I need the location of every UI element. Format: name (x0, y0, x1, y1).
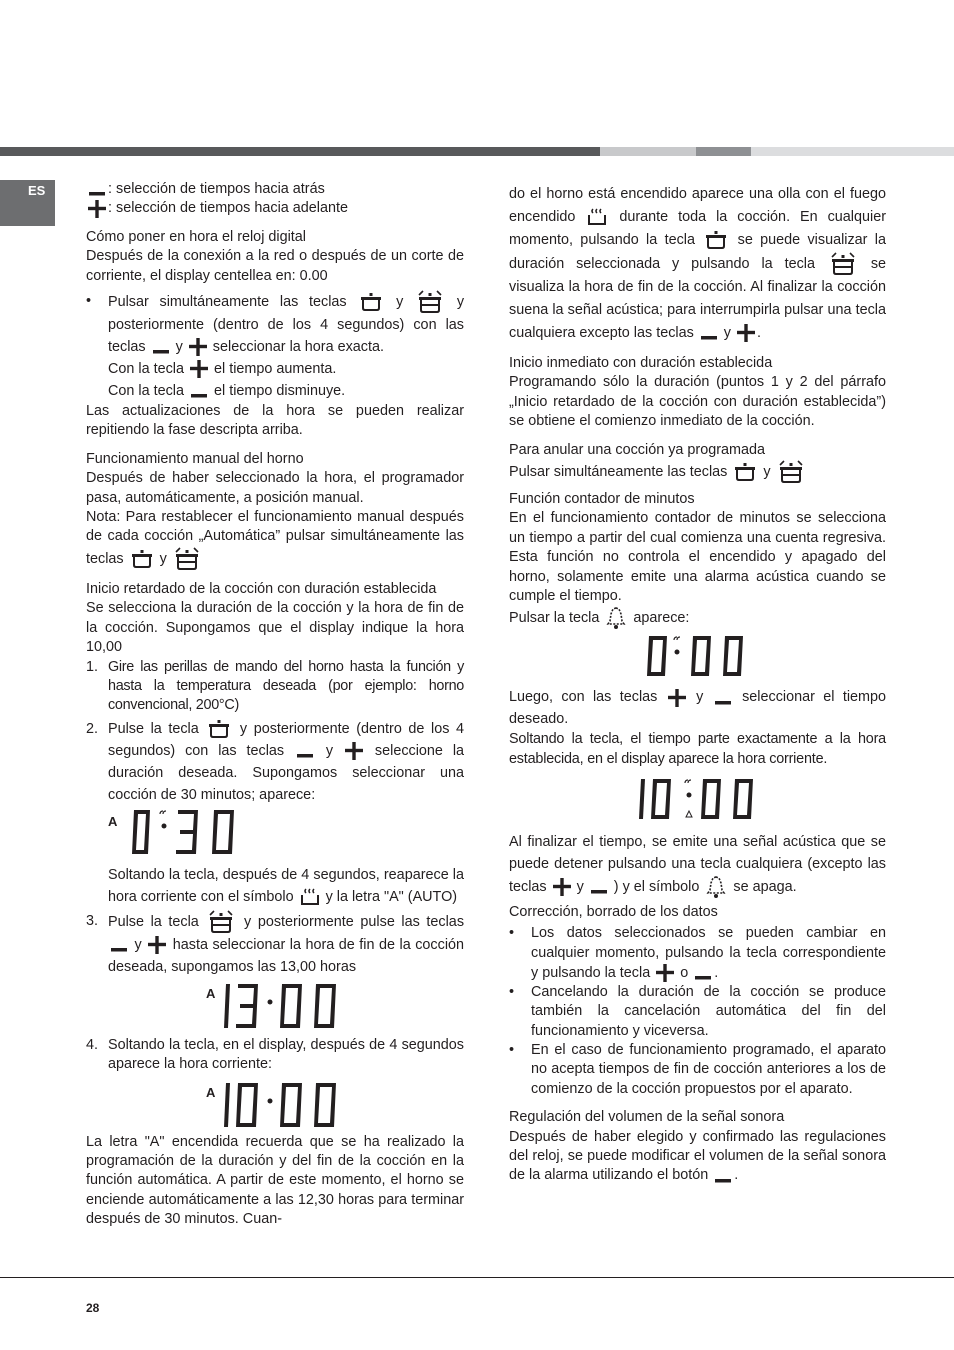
corr-b1a: Los datos seleccionados se pueden cambiar en cualquier momento, pulsando la tecla correspondiente y pulsando la tecla (531, 924, 886, 981)
clock-b1b: y (396, 293, 404, 310)
language-code: ES (28, 183, 46, 198)
step-2c: y (325, 742, 334, 759)
bell-icon (605, 606, 627, 630)
timer-select (509, 686, 886, 730)
footer-rule (0, 1277, 954, 1278)
corr-bullet-1: • Los datos seleccionados se pueden cambiar en cualquier momento, pulsando la tecla correspondiente y pulsando la tecla o . (509, 924, 886, 981)
page-number: 28 (86, 1301, 100, 1315)
display-10-00-digits (216, 1081, 356, 1131)
bullet-mark: • (509, 983, 515, 1000)
minus-icon (88, 180, 106, 198)
display-13-00-digits (216, 982, 356, 1032)
manual-p1: Después de haber seleccionado la hora, el programador pasa, automáticamente, a posición manual. (86, 470, 464, 506)
cooking-symbol-icon (300, 887, 320, 907)
corr-heading: Corrección, borrado de los datos (509, 904, 718, 921)
vol-p: Después de haber elegido y confirmado las regulaciones del reloj, se puede modificar el volumen de la señal sonora de la alarma utilizando el botón (509, 1128, 886, 1184)
timer-b1: Pulsar la tecla (509, 610, 600, 627)
plus-icon (737, 324, 755, 342)
step-1 (86, 658, 464, 716)
step-2a: Pulse la tecla (108, 720, 199, 737)
pot-icon (733, 462, 757, 482)
minus-icon (296, 742, 314, 760)
timer-text: En el funcionamiento contador de minutos se selecciona un tiempo a partir del cual comienza una cuenta regresiva. Esta función no controla el encendido y apagado del horno, solamente emite una alarma acústica cuando se cumple el tiempo. (509, 510, 886, 605)
timer-e1: Al finalizar el tiempo, se emite una señal acústica que se puede detener pulsando una tecla cualquiera (excepto las teclas (509, 834, 886, 896)
display-0-30-digits (130, 808, 270, 858)
display-0-00 (645, 630, 886, 686)
bullet-mark: • (509, 1041, 515, 1058)
minus-icon (694, 964, 712, 982)
language-tab (0, 180, 55, 226)
step-2e: Soltando la tecla, después de 4 segundos, reaparece la hora corriente con el símbolo (108, 866, 464, 905)
step-2-number: 2. (86, 720, 99, 737)
delay-heading: Inicio retardado de la cocción con duración establecida (86, 580, 437, 597)
left-column (86, 180, 464, 1230)
vol-text: Después de haber elegido y confirmado las regulaciones del reloj, se puede modificar el volumen de la señal sonora de la alarma utilizando el botón . (509, 1128, 886, 1184)
minus-icon (714, 689, 732, 707)
timer-c1: Luego, con las teclas (509, 689, 658, 706)
header-bar-dark (0, 147, 600, 156)
clock-b1i: el tiempo disminuye. (214, 383, 346, 400)
step-4-text: Soltando la tecla, en el display, después de 4 segundos aparece la hora corriente: (108, 1036, 464, 1073)
plus-icon (190, 360, 208, 378)
timer-end (509, 831, 886, 899)
corr-b1b: o (680, 964, 689, 981)
plus-icon (148, 936, 166, 954)
cooking-symbol-icon (587, 207, 607, 227)
minus-icon (110, 936, 128, 954)
step-2f: y la letra "A" (AUTO) (325, 888, 458, 905)
minus-icon (714, 1167, 732, 1185)
minus-legend (86, 180, 464, 199)
step-2-continued (86, 864, 464, 908)
display-13-00 (206, 978, 464, 1036)
immediate-text: Programando sólo la duración (puntos 1 y 2 del párrafo „Inicio retardado de la cocción con duración establecida”) se obtiene el comienzo inmediato de la cocción. (509, 374, 886, 430)
manual-p2a: Nota: Para restablecer el funcionamiento manual después de cada cocción „Automática” pulsar simultáneamente las teclas (86, 509, 464, 567)
step-2b: y posteriormente (dentro de los 4 segundos) con las teclas (108, 720, 464, 759)
continued-paragraph: do el horno está encendido aparece una olla con el fuego encendido durante toda la cocción. En cualquier momento, pulsando la tecla se puede visualizar la duración seleccionada y pulsando la tecla se visualiza la hora de fin de la cocción. Al finalizar la cocción suena la señal acústica; para interrumpirla pulsar una tecla cualquiera excepto las teclas y . (509, 186, 887, 341)
manual-p2 (86, 508, 464, 571)
clock-b1f: Con la tecla (108, 361, 184, 378)
step-3a: Pulse la tecla (108, 913, 199, 930)
clock-b1d: y (175, 339, 183, 356)
immediate-heading: Inicio inmediato con duración establecida (509, 355, 773, 371)
clock-bullet (86, 290, 464, 402)
display-10-00-timer-digits (633, 775, 773, 831)
plus-icon (88, 200, 106, 218)
timer-b2: aparece: (633, 610, 690, 627)
minus-legend-text: : selección de tiempos hacia atrás (108, 181, 325, 197)
final-paragraph: La letra "A" encendida recuerda que se ha realizado la programación de la duración y del fin de la cocción en la función automática. A partir de este momento, el horno se enciende automáticamente a las 12,30 horas para terminar después de 30 minutos. Cuan- (86, 1133, 464, 1228)
step-1-number: 1. (86, 658, 99, 675)
plus-icon (189, 338, 207, 356)
display-0-00-digits (645, 632, 765, 682)
pot-steam-icon (207, 910, 235, 934)
pot-icon (207, 719, 231, 739)
vol-heading: Regulación del volumen de la señal sonora (509, 1109, 785, 1126)
pot-icon (130, 549, 154, 569)
clock-b1e: seleccionar la hora exacta. (212, 339, 384, 356)
corr-bullet-3 (509, 1041, 886, 1099)
plus-icon (668, 689, 686, 707)
display-10-00 (206, 1075, 464, 1133)
plus-icon (553, 878, 571, 896)
step-3c: y (134, 936, 142, 953)
manual-p2b: y (159, 550, 167, 567)
cont-e: y (723, 325, 731, 341)
pot-steam-icon (416, 290, 444, 314)
pot-icon (359, 292, 383, 312)
corr-b2: Cancelando la duración de la cocción se produce también la cancelación automática del fin del funcionamiento y viceversa. (531, 983, 886, 1039)
timer-e2: y (576, 879, 584, 896)
header-bar-light (600, 147, 696, 156)
step-3b: y posteriormente pulse las teclas (244, 913, 465, 930)
minus-icon (190, 382, 208, 400)
clock-b1g: el tiempo aumenta. (214, 361, 337, 378)
display-10-00-timer (633, 769, 886, 831)
manual-heading: Funcionamiento manual del horno (86, 450, 304, 467)
bell-icon (705, 875, 727, 899)
step-3d: hasta seleccionar la hora de fin de la cocción deseada, supongamos las 13,00 horas (108, 936, 465, 975)
bullet-mark: • (509, 924, 515, 941)
minus-icon (152, 338, 170, 356)
cancel-text (509, 460, 886, 484)
clock-heading: Cómo poner en hora el reloj digital (86, 228, 306, 245)
step-2d: seleccione la duración deseada. Supongamos seleccionar una cocción de 30 minutos; aparece: (108, 742, 465, 803)
header-bar-mid (696, 147, 751, 156)
step-4-number: 4. (86, 1036, 99, 1053)
clock-b1c: y posteriormente (dentro de los 4 segundos) con las teclas (108, 293, 465, 356)
pot-icon (704, 230, 728, 250)
timer-c2: y (696, 689, 704, 706)
delay-p1: Se selecciona la duración de la cocción y la hora de fin de la cocción. Supongamos que el display indique la hora 10,00 (86, 600, 464, 656)
clock-note: Las actualizaciones de la hora se pueden realizar repitiendo la fase descripta arriba. (86, 403, 464, 439)
minus-icon (590, 878, 608, 896)
bullet-mark: • (86, 293, 92, 310)
plus-icon (656, 964, 674, 982)
step-3 (86, 910, 464, 978)
cont-a: do el horno está encendido aparece una olla con el fuego encendido (509, 186, 886, 225)
cancel-a: Pulsar simultáneamente las teclas (509, 463, 728, 480)
corr-b3: En el caso de funcionamiento programado, el aparato no acepta tiempos de fin de cocción anteriores a los de comienzo de la cocción propuestos por el aparato. (531, 1041, 886, 1097)
cont-b: durante toda la cocción. En cualquier momento, pulsando la tecla (509, 209, 886, 248)
display-letter-a: A (206, 1084, 216, 1100)
clock-b1a: Pulsar simultáneamente las teclas (108, 293, 347, 310)
plus-legend (86, 199, 464, 218)
corr-bullet-2 (509, 983, 886, 1041)
timer-c3: seleccionar el tiempo deseado. (509, 689, 887, 728)
cancel-heading: Para anular una cocción ya programada (509, 441, 765, 458)
timer-release: Soltando la tecla, el tiempo parte exactamente a la hora establecida, en el display aparece la hora corriente. (509, 731, 886, 767)
cont-d: se visualiza la hora de fin de la cocción. Al finalizar la cocción suena la señal acústica; para interrumpirla pulsar una tecla cualquiera excepto las teclas (509, 255, 887, 341)
step-1-text: Gire las perillas de mando del horno hasta la función y hasta la temperatura deseada (por ejemplo: horno convencional, 200°C) (108, 658, 464, 714)
step-3-number: 3. (86, 912, 99, 929)
minus-icon (700, 324, 718, 342)
right-column (509, 183, 886, 1186)
cancel-b: y (763, 463, 771, 480)
cont-c: se puede visualizar la duración seleccionada y pulsando la tecla (509, 232, 886, 272)
plus-icon (345, 742, 363, 760)
step-4 (86, 1036, 464, 1075)
pot-steam-icon (173, 547, 201, 571)
pot-steam-icon (829, 252, 857, 276)
pot-steam-icon (777, 460, 805, 484)
clock-intro: Después de la conexión a la red o después de un corte de corriente, el display centellea en: 0.00 (86, 248, 464, 284)
plus-legend-text: : selección de tiempos hacia adelante (108, 200, 348, 217)
display-letter-a: A (108, 813, 118, 829)
timer-e4: se apaga. (733, 879, 797, 896)
timer-heading: Función contador de minutos (509, 491, 695, 508)
timer-press (509, 606, 886, 630)
display-letter-a: A (206, 985, 216, 1001)
step-2 (86, 718, 464, 806)
clock-b1h: Con la tecla (108, 383, 184, 400)
display-0-30 (108, 806, 464, 864)
header-bar-lightest (751, 147, 954, 156)
timer-e3: ) y el símbolo (613, 879, 700, 896)
